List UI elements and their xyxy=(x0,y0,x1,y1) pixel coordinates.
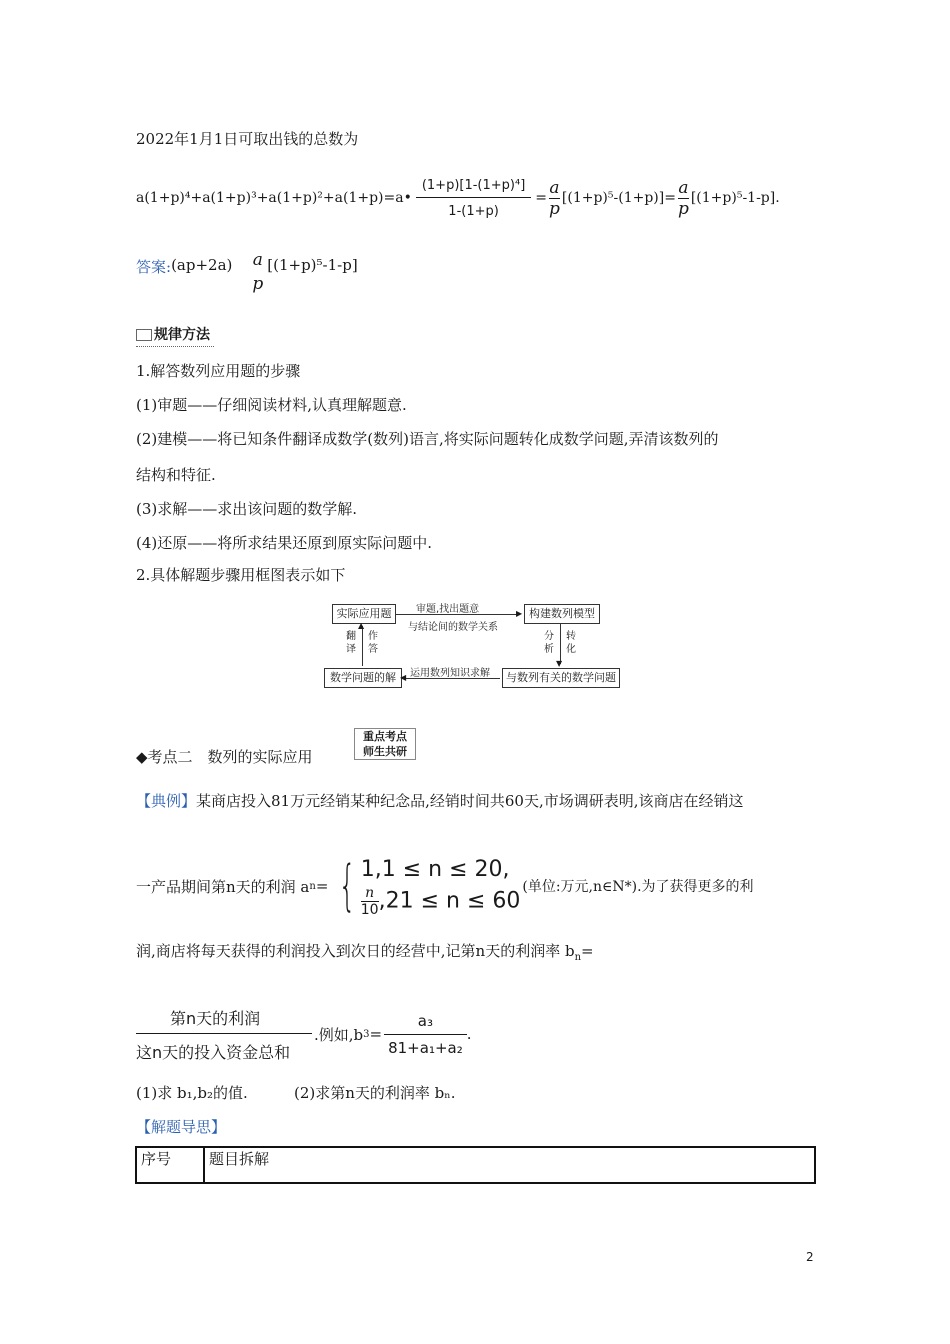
flow-left-label-2: 作答 xyxy=(368,631,378,655)
flow-bottom-label: 运用数列知识求解 xyxy=(410,668,490,679)
example-line-2 xyxy=(136,848,754,924)
flow-top-label-2: 与结论间的数学关系 xyxy=(408,622,498,633)
section2-badge-line1: 重点考点 xyxy=(363,730,407,743)
answer-fraction-denominator: p xyxy=(252,274,264,294)
formula-line xyxy=(136,168,780,228)
section2-badge xyxy=(354,728,416,760)
piecewise-fraction-denominator: 10 xyxy=(360,901,379,918)
page-number: 2 xyxy=(806,1250,814,1264)
flow-box-sequence-problem: 与数列有关的数学问题 xyxy=(502,668,620,688)
arrow-head-left-icon: ◀ xyxy=(400,673,407,682)
method-header xyxy=(136,324,210,344)
rate-fraction-denominator: 这n天的投入资金总和 xyxy=(136,1033,312,1063)
piecewise-case-2-rest: ,21 ≤ n ≤ 60 xyxy=(378,888,521,913)
flow-box-build-model: 构建数列模型 xyxy=(524,604,600,624)
answer-label: 答案: xyxy=(136,258,172,276)
example-text-4-end: . xyxy=(466,1025,472,1043)
arrow-head-up-icon: ▲ xyxy=(358,621,365,630)
step-line-4: 结构和特征. xyxy=(136,466,216,484)
table-row xyxy=(136,1147,815,1183)
section2-badge-line2: 师生共研 xyxy=(363,745,407,758)
formula-fraction-2-numerator: a xyxy=(549,177,560,198)
example-line-4 xyxy=(136,1004,472,1064)
breakdown-table xyxy=(135,1146,816,1184)
example-text-3: 润,商店将每天获得的利润投入到次日的经营中,记第n天的利润率 b xyxy=(136,942,575,960)
example-text-2-eq: = xyxy=(315,877,329,895)
formula-fraction-3 xyxy=(678,178,689,219)
step-line-5: (3)求解——求出该问题的数学解. xyxy=(136,500,358,518)
piecewise-fraction xyxy=(361,885,379,918)
formula-fraction-3-denominator: p xyxy=(677,198,689,219)
arrow-right xyxy=(560,624,561,664)
example-text-2-pre: 一产品期间第n天的利润 a xyxy=(136,877,310,896)
piecewise-case-2 xyxy=(361,885,521,918)
formula-fraction-1 xyxy=(416,178,531,219)
method-title: 规律方法 xyxy=(154,327,210,343)
example-line-1 xyxy=(136,790,744,811)
formula-fraction-1-denominator: 1-(1+p) xyxy=(416,197,531,219)
flow-box-math-solution: 数学问题的解 xyxy=(324,668,402,688)
example-text-4-eq: = xyxy=(369,1025,383,1043)
example-text-4-sub: 3 xyxy=(363,1028,370,1040)
answer-part1: (ap+2a) xyxy=(171,256,233,274)
formula-fraction-2-denominator: p xyxy=(549,198,560,219)
formula-mid: [(1+p)⁵-(1+p)]= xyxy=(561,190,676,206)
example-tag: 【典例】 xyxy=(136,792,197,810)
question-2: (2)求第n天的利润率 bₙ. xyxy=(294,1084,456,1102)
formula-fraction-2 xyxy=(549,178,560,219)
flow-left-label-1: 翻译 xyxy=(346,631,356,655)
flow-right-label-2: 转化 xyxy=(566,631,576,655)
guide-title: 【解题导思】 xyxy=(136,1118,227,1136)
example-text-3-sub: n xyxy=(574,952,582,963)
step-line-3: (2)建模——将已知条件翻译成数学(数列)语言,将实际问题转化成数学问题,弄清该数列的 xyxy=(136,430,719,448)
section2-title: ◆考点二 数列的实际应用 xyxy=(136,748,313,766)
piecewise-cases xyxy=(361,855,521,918)
formula-lhs: a(1+p)⁴+a(1+p)³+a(1+p)²+a(1+p)=a• xyxy=(136,190,412,206)
note-icon xyxy=(136,329,152,341)
left-brace-icon: { xyxy=(338,854,357,917)
flowchart xyxy=(320,598,630,690)
example-text-2-sub: n xyxy=(309,880,316,892)
example-text-2-post: (单位:万元,n∈N*).为了获得更多的利 xyxy=(522,879,754,895)
step-line-2: (1)审题——仔细阅读材料,认真理解题意. xyxy=(136,396,407,414)
intro-line: 2022年1月1日可取出钱的总数为 xyxy=(136,130,359,148)
piecewise-fraction-numerator: n xyxy=(365,884,375,901)
formula-fraction-3-numerator: a xyxy=(678,177,689,198)
arrow-left xyxy=(362,626,363,666)
arrow-head-right-icon: ▶ xyxy=(516,609,523,618)
formula-tail: [(1+p)⁵-1-p]. xyxy=(690,190,780,206)
answer-part2: [(1+p)⁵-1-p] xyxy=(267,256,358,274)
flow-box-practical-problem: 实际应用题 xyxy=(332,604,396,624)
arrow-head-down-icon: ▼ xyxy=(556,659,563,668)
piecewise-case-1: 1,1 ≤ n ≤ 20, xyxy=(360,856,510,882)
flow-right-label-1: 分析 xyxy=(544,631,554,655)
rate-fraction-numerator: 第n天的利润 xyxy=(170,1008,261,1028)
table-header-index: 序号 xyxy=(136,1147,204,1183)
example-text-4: .例如,b xyxy=(314,1025,364,1044)
example-fraction-numerator: a₃ xyxy=(417,1011,434,1030)
example-line-3 xyxy=(136,940,594,963)
step-line-1: 1.解答数列应用题的步骤 xyxy=(136,362,301,380)
answer-line xyxy=(136,250,358,304)
example-text-1: 某商店投入81万元经销某种纪念品,经销时间共60天,市场调研表明,该商店在经销这 xyxy=(196,792,744,810)
example-text-3-eq: = xyxy=(581,942,594,960)
answer-fraction xyxy=(252,250,263,294)
step-line-7: 2.具体解题步骤用框图表示如下 xyxy=(136,566,346,584)
flow-top-label-1: 审题,找出题意 xyxy=(416,604,480,615)
example-fraction xyxy=(384,1012,467,1057)
formula-fraction-1-numerator: (1+p)[1-(1+p)⁴] xyxy=(421,177,526,193)
rate-fraction xyxy=(136,1006,312,1063)
formula-eq: = xyxy=(535,190,548,206)
example-fraction-denominator: 81+a₁+a₂ xyxy=(384,1034,467,1057)
step-line-6: (4)还原——将所求结果还原到原实际问题中. xyxy=(136,534,433,552)
table-header-breakdown: 题目拆解 xyxy=(204,1147,815,1183)
answer-fraction-numerator: a xyxy=(252,250,263,270)
question-1: (1)求 b₁,b₂的值. xyxy=(136,1084,248,1102)
